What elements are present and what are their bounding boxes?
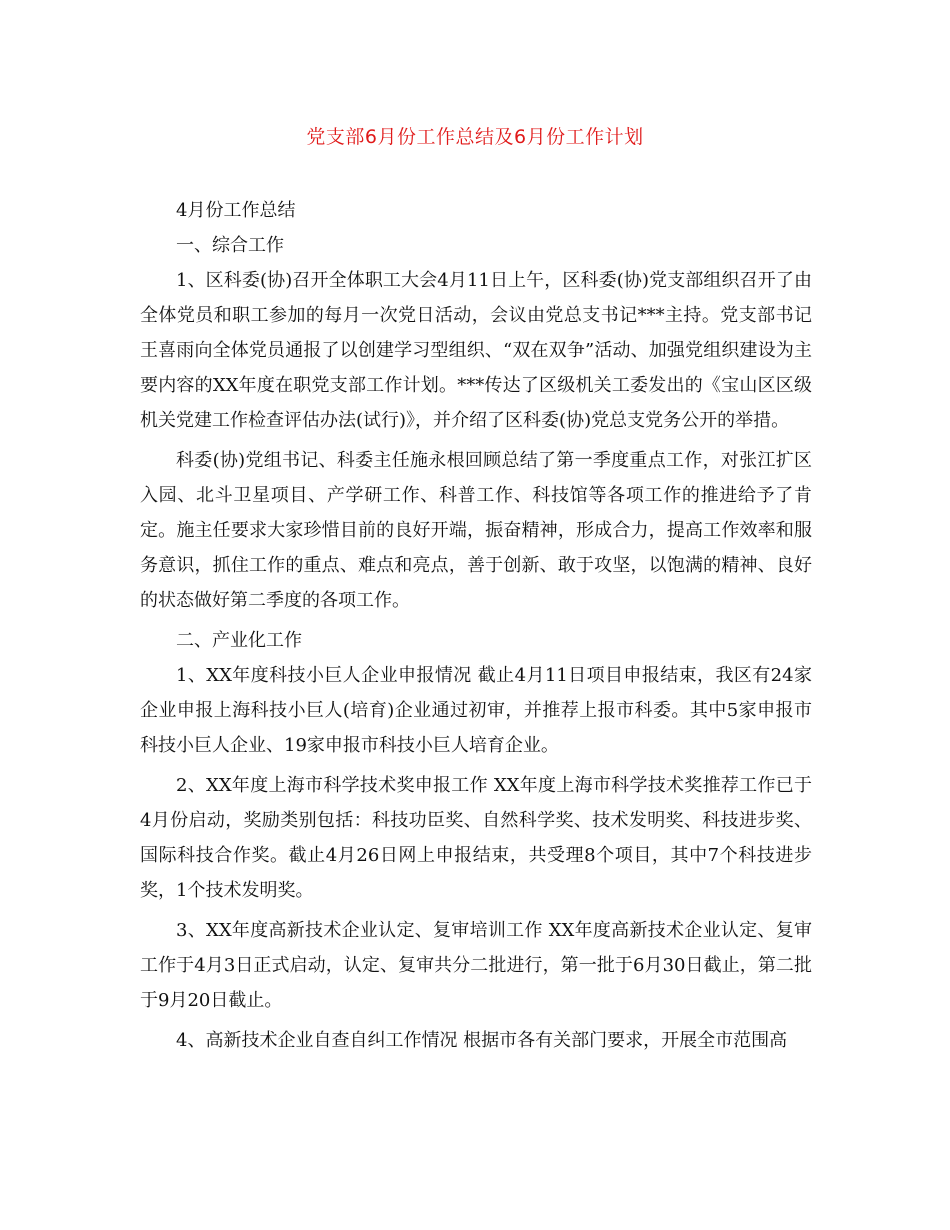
document-body <box>140 193 812 1063</box>
section-heading-april-summary: 4月份工作总结 <box>176 200 296 221</box>
paragraph-hightech-certification: 3、XX年度高新技术企业认定、复审培训工作 XX年度高新技术企业认定、复审工作于4月3日正式启动，认定、复审共分二批进行，第一批于6月30日截止，第二批于9月20日截止。 <box>140 920 812 1011</box>
section-heading-industrialization: 二、产业化工作 <box>176 630 302 651</box>
section-heading-general-work: 一、综合工作 <box>176 235 284 256</box>
paragraph-little-giant-enterprises: 1、XX年度科技小巨人企业申报情况 截止4月11日项目申报结束，我区有24家企业申报上海科技小巨人(培育)企业通过初审，并推荐上报市科委。其中5家申报市科技小巨人企业、19家申报市科技小巨人培育企业。 <box>140 665 812 756</box>
paragraph-self-inspection: 4、高新技术企业自查自纠工作情况 根据市各有关部门要求，开展全市范围高 <box>176 1030 788 1051</box>
paragraph-q1-review: 科委(协)党组书记、科委主任施永根回顾总结了第一季度重点工作，对张江扩区入园、北斗卫星项目、产学研工作、科普工作、科技馆等各项工作的推进给予了肯定。施主任要求大家珍惜目前的良好开端，振奋精神，形成合力，提高工作效率和服务意识，抓住工作的重点、难点和亮点，善于创新、敢于攻坚，以饱满的精神、良好的状态做好第二季度的各项工作。 <box>140 450 812 611</box>
paragraph-science-award: 2、XX年度上海市科学技术奖申报工作 XX年度上海市科学技术奖推荐工作已于4月份启动，奖励类别包括：科技功臣奖、自然科学奖、技术发明奖、科技进步奖、国际科技合作奖。截止4月26日网上申报结束，共受理8个项目，其中7个科技进步奖，1个技术发明奖。 <box>140 775 812 901</box>
document-title: 党支部6月份工作总结及6月份工作计划 <box>306 126 644 148</box>
paragraph-staff-meeting: 1、区科委(协)召开全体职工大会4月11日上午，区科委(协)党支部组织召开了由全体党员和职工参加的每月一次党日活动，会议由党总支书记***主持。党支部书记王喜雨向全体党员通报了以创建学习型组织、“双在双争”活动、加强党组织建设为主要内容的XX年度在职党支部工作计划。***传达了区级机关工委发出的《宝山区区级机关党建工作检查评估办法(试行)》，并介绍了区科委(协)党总支党务公开的举措。 <box>140 270 812 431</box>
